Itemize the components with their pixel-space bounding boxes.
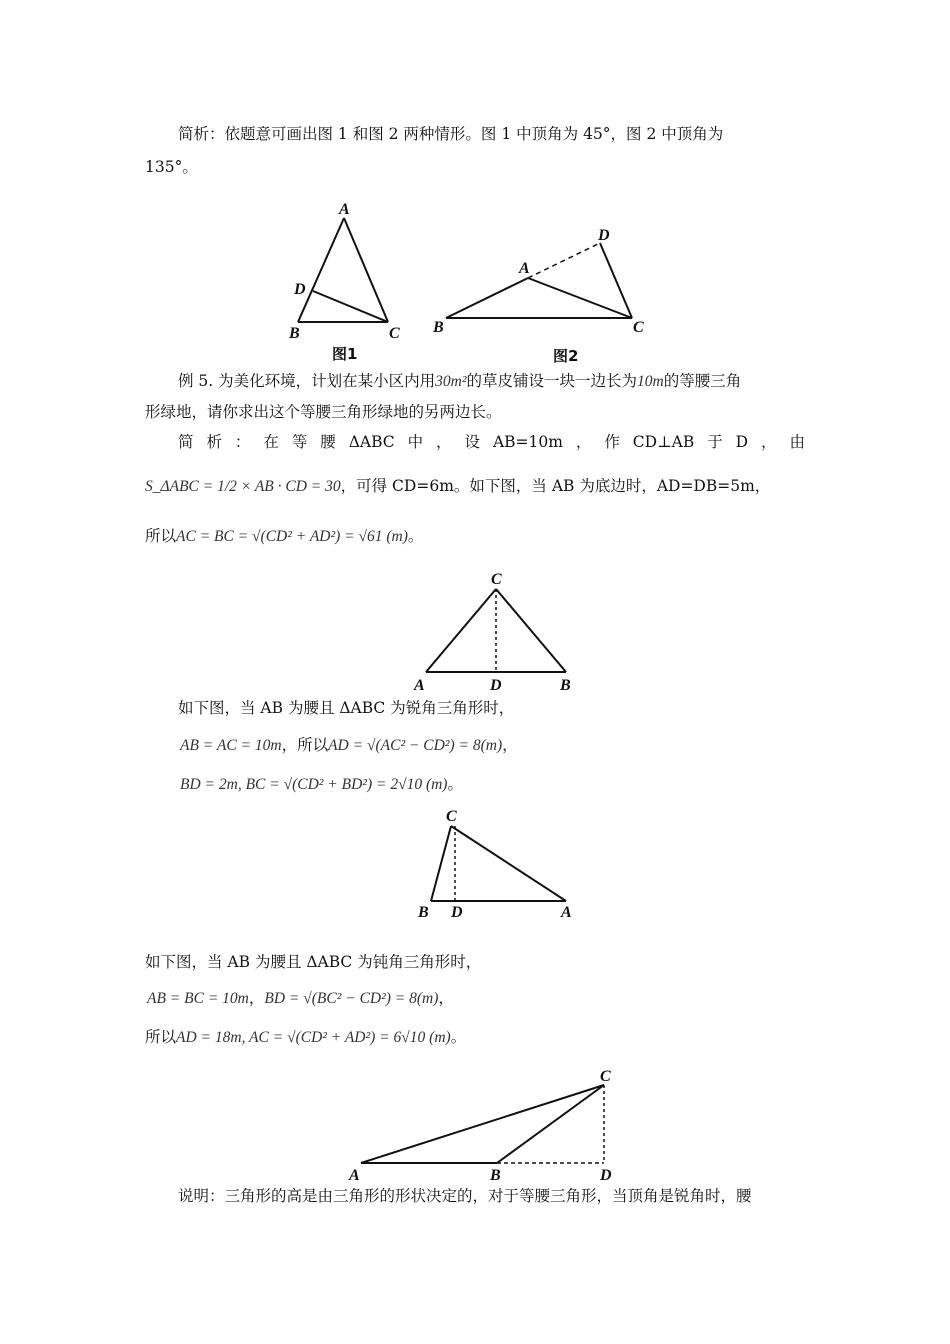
comma: ， bbox=[438, 989, 454, 1007]
example-5-line-1 bbox=[178, 370, 741, 393]
fig2-label-d: D bbox=[598, 227, 610, 244]
ad-ac-formula: AD = 18m, AC = √(CD² + AD²) = 6√10 (m) bbox=[176, 1029, 451, 1046]
case-acute-intro: 如下图，当 AB 为腰且 ΔABC 为锐角三角形时， bbox=[178, 699, 515, 717]
fig2-label-c: C bbox=[633, 319, 644, 336]
example-5-prefix: 例 5. 为美化环境，计划在某小区内用 bbox=[178, 372, 436, 390]
fig3-label-a: A bbox=[414, 677, 425, 694]
example-5-mid: 的草皮铺设一块一边长为 bbox=[466, 372, 638, 390]
word: ， bbox=[761, 433, 777, 451]
fig2-label-a: A bbox=[519, 260, 530, 277]
comma: ， bbox=[248, 989, 265, 1007]
analysis-text-1: ，可得 CD=6m。如下图，当 AB 为底边时，AD=DB=5m， bbox=[340, 477, 771, 495]
word: D bbox=[735, 433, 749, 451]
fig5-label-d: D bbox=[600, 1167, 612, 1184]
word: 设 bbox=[464, 433, 481, 451]
word: 由 bbox=[789, 433, 805, 451]
fig1-label-b: B bbox=[289, 325, 300, 342]
analysis-line-2: 135°。 bbox=[145, 158, 198, 176]
note-line: 说明：三角形的高是由三角形的形状决定的，对于等腰三角形，当顶角是锐角时，腰 bbox=[178, 1187, 752, 1205]
figure-3 bbox=[426, 589, 566, 672]
word: ， bbox=[436, 433, 452, 451]
word: 析 bbox=[206, 433, 222, 451]
so-sep: ，所以 bbox=[281, 736, 329, 754]
word: 在 bbox=[263, 433, 279, 451]
fig1-label-c: C bbox=[389, 325, 400, 342]
ad-formula: AD = √(AC² − CD²) = 8(m) bbox=[328, 737, 503, 754]
analysis-result-line bbox=[145, 525, 423, 548]
figure-2 bbox=[446, 243, 632, 318]
fig3-label-c: C bbox=[491, 571, 502, 588]
case-acute-line-1 bbox=[180, 734, 518, 757]
ab-ac-formula: AB = AC = 10m bbox=[180, 737, 282, 754]
word: 作 bbox=[604, 433, 620, 451]
fig1-label-a: A bbox=[339, 201, 350, 218]
example-5-suffix: 的等腰三角 bbox=[663, 372, 742, 390]
fig4-label-a: A bbox=[561, 904, 572, 921]
case-obtuse-line-1 bbox=[147, 987, 454, 1010]
analysis-formula-line bbox=[145, 475, 770, 498]
comma: ， bbox=[502, 736, 518, 754]
period: 。 bbox=[450, 1028, 467, 1046]
ab-bc-formula: AB = BC = 10m bbox=[147, 990, 249, 1007]
word: 等 bbox=[291, 433, 308, 451]
fig5-label-c: C bbox=[600, 1068, 611, 1085]
word: AB=10m bbox=[492, 433, 563, 451]
case-acute-line-2 bbox=[180, 773, 463, 796]
word: ΔABC bbox=[348, 433, 395, 451]
fig1-label-d: D bbox=[294, 281, 306, 298]
word: ： bbox=[234, 433, 251, 451]
example-5-line-2: 形绿地，请你求出这个等腰三角形绿地的另两边长。 bbox=[145, 403, 502, 421]
word: 中 bbox=[407, 433, 424, 451]
case-obtuse-line-2 bbox=[145, 1026, 466, 1049]
word: 腰 bbox=[320, 433, 336, 451]
so-prefix: 所以 bbox=[145, 1028, 177, 1046]
fig3-label-b: B bbox=[560, 677, 571, 694]
area-value: 30m² bbox=[435, 373, 467, 390]
analysis-spread-line bbox=[178, 431, 805, 453]
period: 。 bbox=[407, 527, 424, 545]
ac-bc-formula: AC = BC = √(CD² + AD²) = √61 (m) bbox=[176, 528, 408, 545]
figure-1 bbox=[298, 218, 388, 322]
period: 。 bbox=[447, 775, 463, 793]
fig2-label-b: B bbox=[433, 319, 444, 336]
bd-formula: BD = √(BC² − CD²) = 8(m) bbox=[264, 990, 439, 1007]
word: CD⊥AB bbox=[632, 433, 695, 451]
bd-bc-formula: BD = 2m, BC = √(CD² + BD²) = 2√10 (m) bbox=[180, 776, 448, 793]
figure-4 bbox=[431, 826, 566, 901]
fig3-label-d: D bbox=[490, 677, 502, 694]
length-value: 10m bbox=[637, 373, 664, 390]
word: ， bbox=[575, 433, 592, 451]
figure-5 bbox=[361, 1085, 604, 1163]
fig1-caption: 图1 bbox=[332, 345, 358, 363]
analysis-line-1: 简析：依题意可画出图 1 和图 2 两种情形。图 1 中顶角为 45°，图 2 中顶角为 bbox=[178, 125, 724, 143]
area-formula: S_ΔABC = 1/2 × AB · CD = 30 bbox=[145, 478, 341, 495]
case-obtuse-intro: 如下图，当 AB 为腰且 ΔABC 为钝角三角形时， bbox=[145, 953, 482, 971]
fig4-label-d: D bbox=[451, 904, 463, 921]
word: 简 bbox=[178, 433, 194, 451]
fig5-label-a: A bbox=[349, 1167, 360, 1184]
fig4-label-c: C bbox=[446, 808, 457, 825]
word: 于 bbox=[707, 433, 723, 451]
so-prefix: 所以 bbox=[145, 527, 177, 545]
fig2-caption: 图2 bbox=[553, 347, 579, 365]
fig5-label-b: B bbox=[490, 1167, 501, 1184]
fig4-label-b: B bbox=[418, 904, 429, 921]
